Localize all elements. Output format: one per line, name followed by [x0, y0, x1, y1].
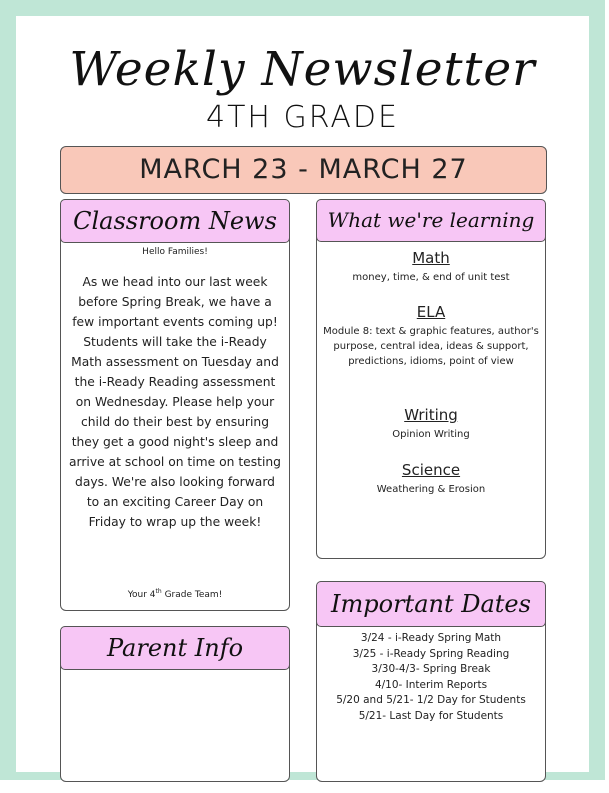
- important-dates-section: [316, 581, 546, 782]
- subject-text: money, time, & end of unit test: [352, 272, 510, 283]
- date-item: 4/10- Interim Reports: [374, 678, 488, 691]
- subject-title: Writing: [404, 406, 458, 424]
- signoff-end: Grade Team!: [161, 590, 223, 600]
- subject-text: Opinion Writing: [392, 429, 470, 440]
- date-item: 5/21- Last Day for Students: [358, 709, 504, 722]
- important-dates-heading: Important Dates: [316, 581, 546, 627]
- date-item: 5/20 and 5/21- 1/2 Day for Students: [336, 694, 526, 707]
- news-body-text: As we head into our last week before Spring Break, we have a few important events coming up! Students will take the i-Ready Math assessment on Tuesday and the i-Ready Reading assessment on Wednesday. Please help your child do their best by ensuring they get a good night's sleep and arrive at school on time on testing days. We're also looking forward to an exciting Career Day on Friday to wrap up the week!: [69, 275, 281, 529]
- classroom-news-section: [60, 199, 290, 611]
- subject-title: Science: [401, 461, 461, 479]
- parent-info-heading: Parent Info: [60, 626, 290, 670]
- date-item: 3/25 - i-Ready Spring Reading: [352, 647, 510, 660]
- newsletter-title: Weekly Newsletter: [69, 42, 536, 97]
- date-item: 3/24 - i-Ready Spring Math: [360, 632, 502, 644]
- signoff-start: Your 4: [127, 590, 156, 600]
- subject-science: [317, 461, 545, 497]
- subject-text: Weathering & Erosion: [376, 484, 486, 495]
- signoff-superscript: th: [155, 588, 162, 595]
- news-signoff: [61, 588, 289, 600]
- classroom-news-heading: Classroom News: [60, 199, 290, 243]
- important-dates-list: [317, 631, 545, 725]
- learning-heading: What we're learning: [316, 199, 546, 242]
- subject-title: ELA: [416, 303, 446, 321]
- date-item: 3/30-4/3- Spring Break: [371, 663, 491, 676]
- grade-subtitle: 4TH GRADE: [206, 100, 399, 135]
- parent-info-section: [60, 626, 290, 782]
- subject-math: [317, 249, 545, 285]
- subject-title: Math: [412, 249, 450, 267]
- subject-ela: [317, 303, 545, 369]
- newsletter-page: [16, 16, 589, 772]
- subject-writing: [317, 406, 545, 442]
- date-range-banner: MARCH 23 - MARCH 27: [60, 146, 547, 194]
- learning-section: [316, 199, 546, 559]
- news-greeting: Hello Families!: [142, 247, 208, 257]
- subject-text: Module 8: text & graphic features, author's purpose, central idea, ideas & support, predictions, idioms, point of view: [323, 326, 539, 367]
